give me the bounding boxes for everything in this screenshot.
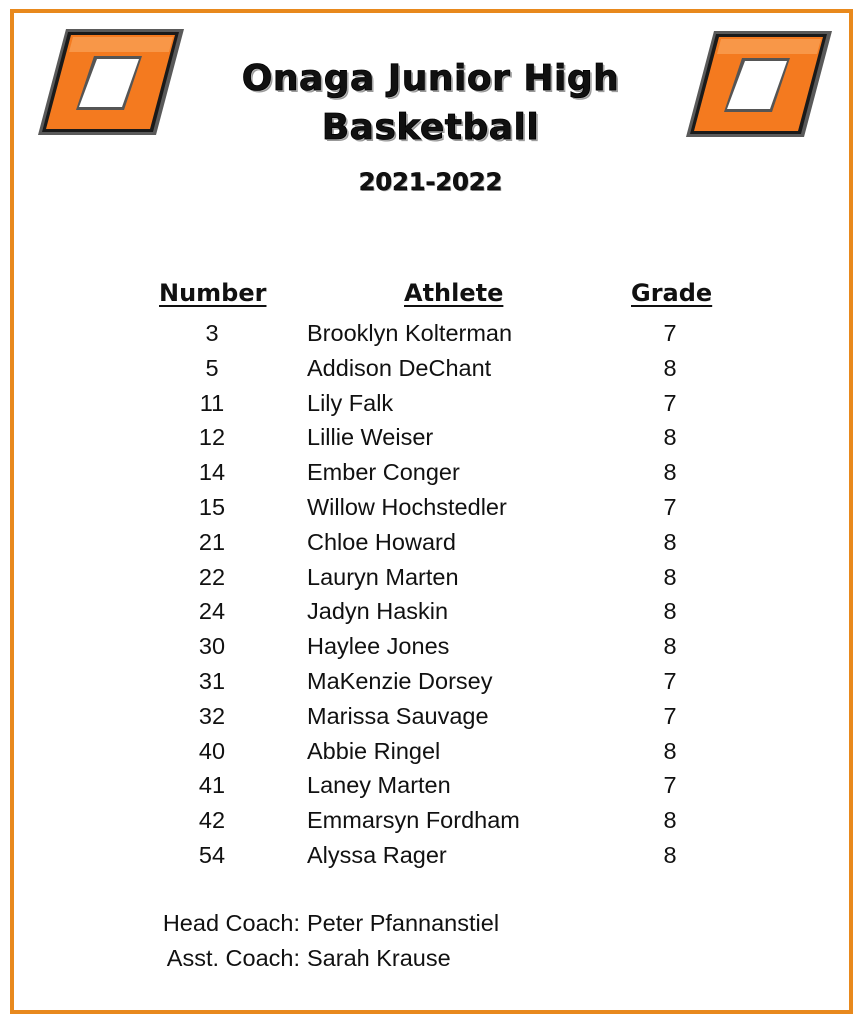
player-name: Willow Hochstedler [307, 493, 507, 520]
player-number: 14 [198, 459, 226, 486]
player-grade: 8 [663, 841, 677, 868]
table-row [0, 386, 861, 421]
player-grade: 7 [663, 493, 677, 520]
column-header-grade: Grade [631, 279, 713, 307]
player-number: 41 [198, 772, 226, 799]
player-name: MaKenzie Dorsey [307, 667, 493, 694]
table-row [0, 803, 861, 838]
player-grade: 8 [663, 354, 677, 381]
player-name: Lauryn Marten [307, 563, 459, 590]
page-subtitle: Basketball [321, 107, 540, 148]
player-number: 22 [198, 563, 226, 590]
head-coach-label: Head Coach: [162, 910, 300, 936]
player-name: Alyssa Rager [307, 841, 447, 868]
player-grade: 7 [663, 389, 677, 416]
column-header-athlete: Athlete [404, 279, 504, 307]
table-row [0, 734, 861, 769]
table-row [0, 490, 861, 525]
player-name: Abbie Ringel [307, 737, 441, 764]
table-row [0, 594, 861, 629]
player-number: 21 [198, 528, 226, 555]
table-row [0, 316, 861, 351]
player-grade: 7 [663, 320, 677, 346]
table-row [0, 664, 861, 699]
player-grade: 8 [663, 807, 677, 834]
player-grade: 8 [663, 598, 677, 625]
table-row [0, 525, 861, 560]
table-row [0, 699, 861, 734]
player-number: 24 [198, 598, 226, 625]
player-grade: 7 [663, 702, 677, 729]
player-grade: 8 [663, 528, 677, 555]
player-name: Marissa Sauvage [307, 702, 489, 729]
player-number: 5 [205, 354, 219, 381]
player-number: 54 [198, 841, 226, 868]
player-grade: 8 [663, 424, 677, 451]
player-number: 32 [198, 702, 226, 729]
player-number: 42 [198, 807, 226, 834]
player-name: Emmarsyn Fordham [307, 807, 520, 834]
player-name: Addison DeChant [307, 354, 492, 381]
table-row [0, 455, 861, 490]
table-row [0, 560, 861, 595]
player-name: Jadyn Haskin [307, 598, 449, 625]
column-header-number: Number [159, 279, 267, 307]
player-grade: 8 [663, 459, 677, 486]
asst-coach-line [0, 945, 861, 977]
player-grade: 8 [663, 737, 677, 764]
player-name: Haylee Jones [307, 633, 450, 660]
table-row [0, 838, 861, 873]
table-row [0, 351, 861, 386]
player-grade: 7 [663, 667, 677, 694]
season-label: 2021-2022 [358, 168, 503, 196]
player-name: Lillie Weiser [307, 424, 434, 451]
roster-table [0, 316, 861, 873]
table-row [0, 420, 861, 455]
player-number: 3 [205, 320, 219, 346]
head-coach-name: Peter Pfannanstiel [307, 910, 500, 936]
player-grade: 8 [663, 563, 677, 590]
player-number: 11 [199, 389, 225, 416]
table-row [0, 629, 861, 664]
player-name: Chloe Howard [307, 528, 456, 555]
player-number: 31 [198, 667, 226, 694]
player-number: 30 [198, 633, 226, 660]
player-number: 15 [198, 493, 226, 520]
asst-coach-label: Asst. Coach: [166, 945, 300, 971]
player-name: Laney Marten [307, 772, 451, 799]
player-name: Brooklyn Kolterman [307, 320, 513, 346]
player-name: Ember Conger [307, 459, 460, 486]
head-coach-line [0, 910, 861, 942]
player-number: 12 [198, 424, 226, 451]
player-name: Lily Falk [307, 389, 394, 416]
page-title: Onaga Junior High [241, 58, 620, 99]
player-grade: 8 [663, 633, 677, 660]
asst-coach-name: Sarah Krause [307, 945, 451, 971]
player-grade: 7 [663, 772, 677, 799]
table-row [0, 768, 861, 803]
player-number: 40 [198, 737, 226, 764]
